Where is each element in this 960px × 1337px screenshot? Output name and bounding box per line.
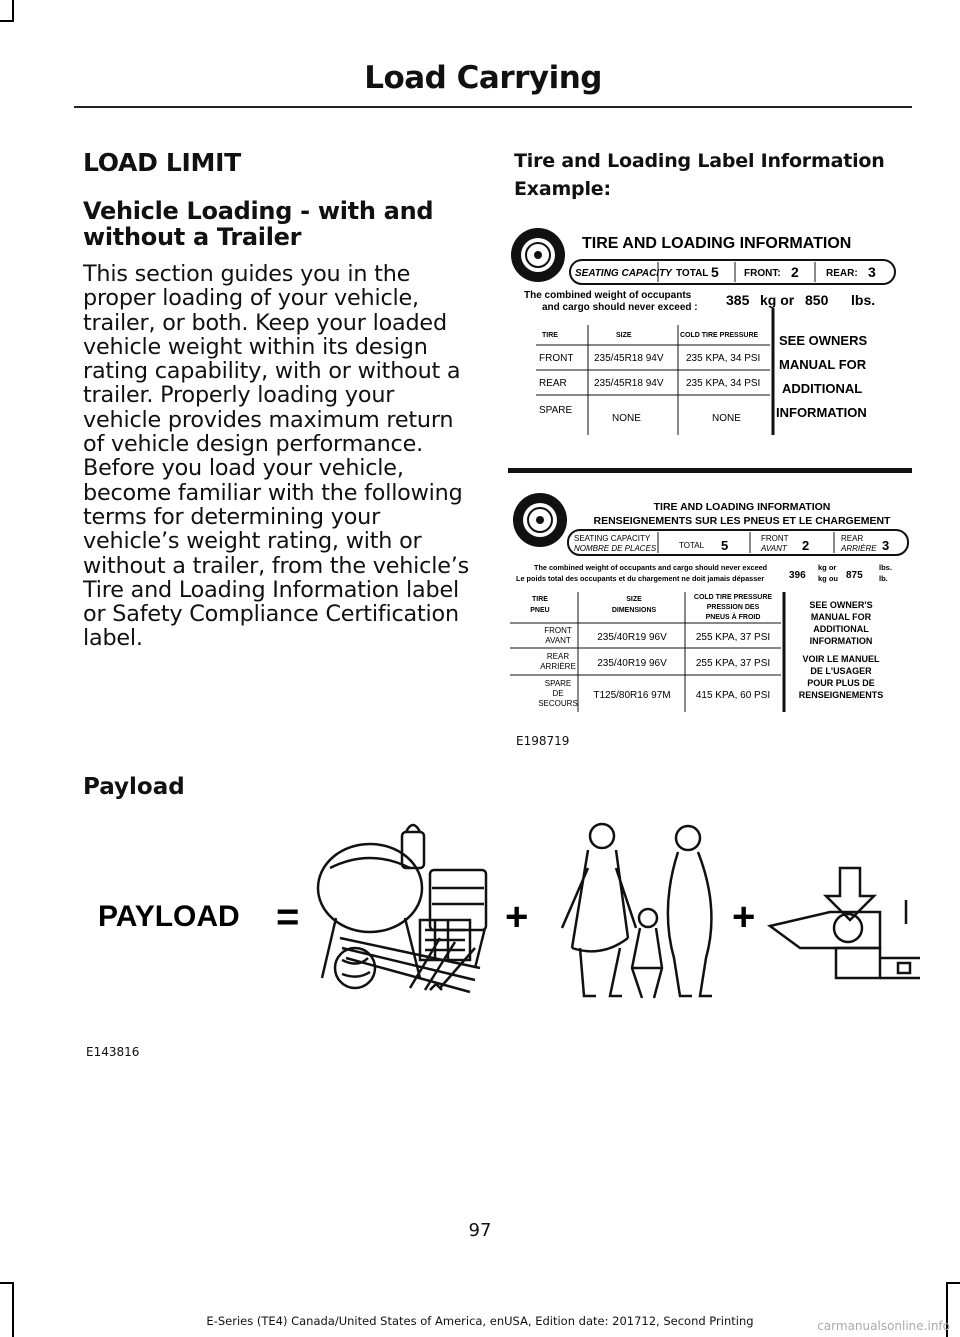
subsection-title: Vehicle Loading - with and without a Trailer bbox=[83, 197, 434, 251]
label-en-seating: SEATING CAPACITY bbox=[575, 268, 672, 279]
label-divider bbox=[508, 468, 912, 473]
page-header-title: Load Carrying bbox=[364, 60, 602, 96]
label-en-kg-or: kg or bbox=[760, 292, 795, 308]
label-bi-lbs-unit: lbs. bbox=[879, 563, 892, 572]
label-bi-rear-en: REAR bbox=[841, 534, 864, 543]
label-bi-combined-fr: Le poids total des occupants et du chargement ne doit jamais dépasser bbox=[516, 574, 765, 583]
label-en-row-pressure: NONE bbox=[712, 413, 741, 424]
section-title: LOAD LIMIT bbox=[83, 148, 241, 177]
label-en-front: 2 bbox=[791, 264, 799, 280]
label-bilingual bbox=[510, 493, 908, 712]
label-bi-col-size-1: SIZE bbox=[626, 596, 642, 603]
label-bi-row-tire: ARRIÈRE bbox=[540, 662, 576, 671]
label-bi-see-line: VOIR LE MANUEL bbox=[802, 654, 880, 664]
label-bi-col-tire-2: PNEU bbox=[530, 607, 550, 614]
label-en-rear-label: REAR: bbox=[826, 268, 858, 279]
label-en-row-pressure: 235 KPA, 34 PSI bbox=[686, 353, 761, 364]
label-bi-total-label: TOTAL bbox=[679, 541, 705, 550]
payload-figure bbox=[80, 808, 920, 1008]
label-en-row-size: NONE bbox=[612, 413, 641, 424]
label-en-kg: 385 bbox=[726, 292, 750, 308]
people-icon bbox=[562, 824, 712, 998]
label-en-rear: 3 bbox=[868, 264, 876, 280]
label-bi-seating-fr: NOMBRE DE PLACES bbox=[574, 544, 657, 553]
footer-edition: E-Series (TE4) Canada/United States of America, enUSA, Edition date: 201712, Second Printing bbox=[206, 1314, 754, 1328]
label-bi-title-2: RENSEIGNEMENTS SUR LES PNEUS ET LE CHARGEMENT bbox=[593, 515, 891, 527]
crop-mark-top-left-h bbox=[0, 20, 14, 22]
plus-sign: + bbox=[732, 895, 756, 939]
label-info-heading: Tire and Loading Label Information bbox=[514, 150, 885, 172]
label-en-see-line: MANUAL FOR bbox=[779, 357, 867, 372]
label-bi-row-pressure: 255 KPA, 37 PSI bbox=[695, 658, 771, 669]
label-en-row-tire: SPARE bbox=[539, 405, 573, 416]
label-bi-lbs: 875 bbox=[846, 570, 863, 581]
label-bi-lb-unit: lb. bbox=[879, 574, 888, 583]
label-en-row-tire: REAR bbox=[539, 378, 567, 389]
label-en-row-pressure: 235 KPA, 34 PSI bbox=[686, 378, 761, 389]
label-en-row-size: 235/45R18 94V bbox=[594, 378, 664, 389]
label-en-see-line: INFORMATION bbox=[776, 405, 867, 420]
label-bi-row-size: T125/80R16 97M bbox=[593, 690, 671, 701]
label-bi-row-tire: AVANT bbox=[545, 636, 571, 645]
label-bi-front-en: FRONT bbox=[761, 534, 789, 543]
label-bi-row-tire: FRONT bbox=[544, 626, 572, 635]
label-en-title: TIRE AND LOADING INFORMATION bbox=[582, 235, 852, 252]
label-en-col-size: SIZE bbox=[616, 332, 632, 339]
crop-mark-top-left bbox=[12, 0, 14, 22]
tire-label-svg bbox=[508, 220, 912, 720]
label-bi-kg-or: kg or bbox=[818, 563, 837, 572]
label-bi-front: 2 bbox=[802, 538, 810, 553]
label-bi-kg-ou: kg ou bbox=[818, 574, 838, 583]
label-en-col-pressure: COLD TIRE PRESSURE bbox=[680, 332, 759, 339]
label-en-front-label: FRONT: bbox=[744, 268, 781, 279]
tire-label-figure bbox=[508, 220, 912, 720]
label-bi-row-tire: DE bbox=[552, 689, 564, 698]
label-bi-row-pressure: 415 KPA, 60 PSI bbox=[695, 690, 771, 701]
body-paragraph: This section guides you in the proper loading of your vehicle, trailer, or both. Keep your loaded vehicle weight within its design rating capability, with or without a trailer. Properly loading your vehicle provides maximum return of vehicle design performance. Before you load your vehicle, become familiar with the following terms for determining your vehicle’s weight rating, with or without a trailer, from the vehicle’s Tire and Loading Information label or Safety Compliance Certification label. bbox=[83, 261, 470, 652]
label-bi-see-line: DE L'USAGER bbox=[810, 666, 872, 676]
payload-word: PAYLOAD bbox=[98, 900, 240, 933]
label-bi-combined-en: The combined weight of occupants and cargo should never exceed bbox=[534, 563, 768, 572]
label-bi-see-line: RENSEIGNEMENTS bbox=[798, 690, 884, 700]
label-bi-rear-fr: ARRIÈRE bbox=[841, 544, 877, 553]
label-en-row-tire: FRONT bbox=[539, 353, 574, 364]
label-english bbox=[511, 228, 895, 435]
crop-mark-bottom-right-h bbox=[946, 1282, 960, 1284]
label-bi-row-size: 235/40R19 96V bbox=[597, 632, 667, 643]
label-en-combined-2: and cargo should never exceed : bbox=[542, 302, 698, 313]
label-bi-total: 5 bbox=[721, 538, 729, 553]
example-heading: Example: bbox=[514, 178, 611, 200]
crop-mark-bottom-left bbox=[12, 1282, 14, 1337]
label-bi-row-pressure: 255 KPA, 37 PSI bbox=[695, 632, 771, 643]
label-bi-see-line: POUR PLUS DE bbox=[807, 678, 875, 688]
label-en-combined-1: The combined weight of occupants bbox=[524, 290, 692, 301]
header-rule bbox=[74, 106, 912, 108]
label-bi-see-line: INFORMATION bbox=[809, 636, 873, 646]
tire-icon bbox=[513, 493, 567, 547]
label-bi-seating-en: SEATING CAPACITY bbox=[574, 534, 651, 543]
label-bi-row-size: 235/40R19 96V bbox=[597, 658, 667, 669]
label-bi-row-tire: REAR bbox=[546, 652, 570, 661]
label-bi-col-pressure-1: COLD TIRE PRESSURE bbox=[693, 594, 773, 601]
label-bi-title-1: TIRE AND LOADING INFORMATION bbox=[653, 501, 831, 513]
label-bi-see-line: SEE OWNER'S bbox=[809, 600, 873, 610]
label-en-row-size: 235/45R18 94V bbox=[594, 353, 664, 364]
cargo-icon bbox=[318, 825, 486, 992]
label-bi-col-size-2: DIMENSIONS bbox=[611, 607, 657, 614]
payload-figure-ref: E143816 bbox=[86, 1045, 140, 1059]
crop-mark-bottom-left-h bbox=[0, 1282, 14, 1284]
page-number: 97 bbox=[468, 1220, 492, 1241]
label-bi-rear: 3 bbox=[882, 538, 890, 553]
label-en-lbs-unit: lbs. bbox=[851, 292, 876, 308]
label-en-see-line: SEE OWNERS bbox=[779, 333, 868, 348]
label-bi-see-line: ADDITIONAL bbox=[813, 624, 869, 634]
label-en-see-line: ADDITIONAL bbox=[782, 381, 863, 396]
tire-icon bbox=[511, 228, 565, 282]
plus-sign: + bbox=[505, 895, 529, 939]
equals-sign: = bbox=[276, 895, 300, 939]
watermark: carmanualsonline.info bbox=[817, 1319, 950, 1333]
label-en-col-tire: TIRE bbox=[542, 332, 558, 339]
label-bi-col-pressure-3: PNEUS À FROID bbox=[705, 614, 761, 621]
label-bi-kg: 396 bbox=[789, 570, 806, 581]
payload-heading: Payload bbox=[83, 774, 185, 800]
hitch-icon bbox=[770, 868, 920, 978]
figure-ref-label: E198719 bbox=[516, 734, 570, 748]
label-bi-row-tire: SECOURS bbox=[538, 699, 578, 708]
label-bi-front-fr: AVANT bbox=[761, 544, 787, 553]
label-bi-col-tire-1: TIRE bbox=[532, 596, 548, 603]
label-en-total: 5 bbox=[711, 264, 719, 280]
label-en-lbs: 850 bbox=[805, 292, 829, 308]
label-bi-col-pressure-2: PRESSION DES bbox=[706, 604, 760, 611]
label-en-total-label: TOTAL : bbox=[676, 268, 715, 279]
label-bi-row-tire: SPARE bbox=[544, 679, 572, 688]
label-bi-see-line: MANUAL FOR bbox=[810, 612, 872, 622]
payload-svg bbox=[80, 808, 920, 1008]
